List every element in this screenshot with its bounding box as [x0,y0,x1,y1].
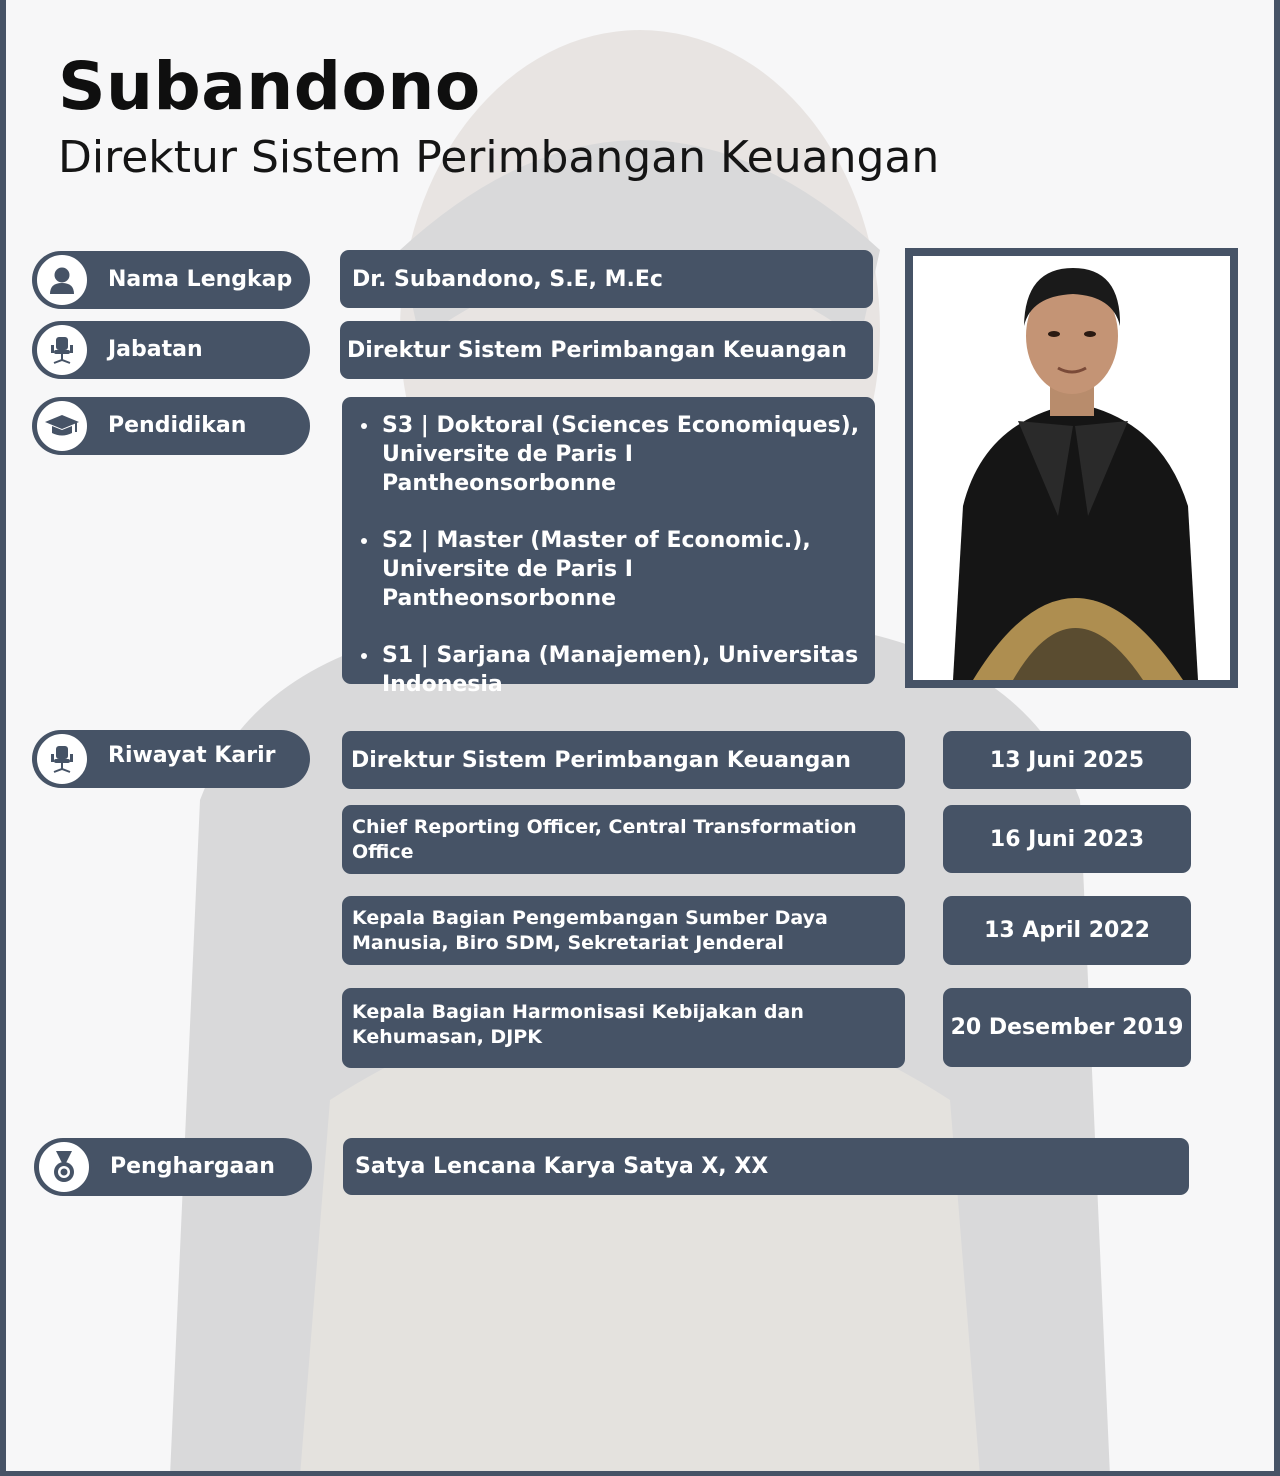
label-position-text: Jabatan [108,337,203,362]
career-item-date-box [943,805,1191,873]
label-awards [34,1138,312,1196]
career-item-date: 16 Juni 2023 [989,826,1145,852]
career-item-title: Kepala Bagian Harmonisasi Kebijakan dan [352,1001,804,1023]
full-name-value-box [340,250,873,308]
frame-bottom [0,1471,1280,1476]
career-item-date: 13 Juni 2025 [989,747,1145,773]
career-item-date-box [943,896,1191,965]
career-item-title-line2: Kehumasan, DJPK [352,1026,542,1048]
career-item-title-box [342,988,905,1068]
office-chair-icon [34,731,90,787]
label-full-name-text: Nama Lengkap [108,267,293,292]
frame-right [1274,0,1280,1476]
education-item: • S2 | Master (Master of Economic.), Universite de Paris I Pantheonsorbonne [380,526,861,613]
awards-value-box [343,1138,1189,1195]
medal-icon [36,1139,92,1195]
education-box [342,397,875,697]
career-item-title: Chief Reporting Officer, Central Transformation [352,815,857,838]
career-item-title: Direktur Sistem Perimbangan Keuangan [351,747,851,773]
label-position [32,321,310,379]
portrait-photo [913,256,1230,680]
person-name: Subandono [58,48,481,125]
education-item: • S1 | Sarjana (Manajemen), Universitas Indonesia [380,641,861,699]
label-awards-text: Penghargaan [110,1154,275,1179]
person-icon [34,252,90,308]
career-item-date-box [943,988,1191,1067]
office-chair-icon [34,322,90,378]
position-value-box [340,321,873,379]
career-item-title-line2: Office [352,840,414,863]
career-item-title: Kepala Bagian Pengembangan Sumber Daya [352,906,828,929]
label-education-text: Pendidikan [108,413,247,438]
person-position-title: Direktur Sistem Perimbangan Keuangan [58,132,940,183]
position-value: Direktur Sistem Perimbangan Keuangan [347,337,847,363]
career-item-title-line2: Manusia, Biro SDM, Sekretariat Jenderal [352,931,784,954]
full-name-value: Dr. Subandono, S.E, M.Ec [352,266,663,292]
graduation-cap-icon [34,398,90,454]
career-item-title-box [342,731,905,789]
label-career [32,730,310,788]
career-item-title-box [342,896,905,965]
career-item-title-box [342,805,905,874]
frame-left [0,0,6,1476]
education-item: • S3 | Doktoral (Sciences Economiques), Universite de Paris I Pantheonsorbonne [380,411,861,498]
career-item-date: 13 April 2022 [984,918,1150,943]
education-list [342,397,875,699]
career-item-date: 20 Desember 2019 [950,1015,1184,1040]
awards-value: Satya Lencana Karya Satya X, XX [355,1154,769,1179]
label-career-text: Riwayat Karir [108,743,276,768]
label-education [32,397,310,455]
portrait-photo-frame [905,248,1238,688]
career-item-date-box [943,731,1191,789]
label-full-name [32,251,310,309]
